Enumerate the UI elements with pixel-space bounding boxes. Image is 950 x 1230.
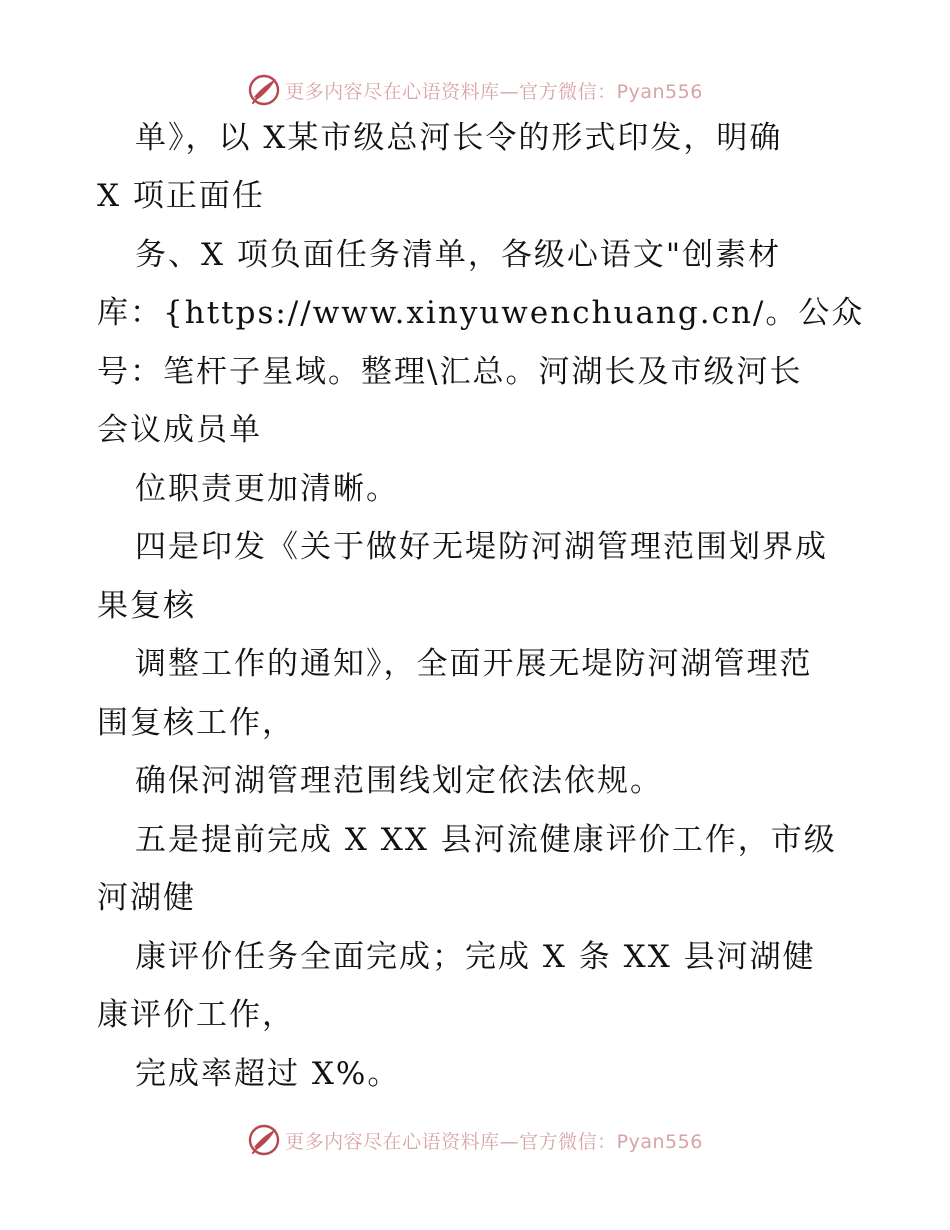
text-line: 会议成员单 — [97, 412, 262, 448]
footer-banner — [0, 1120, 950, 1160]
banner-text: 更多内容尽在心语资料库—官方微信：Pyan556 — [285, 1130, 703, 1153]
text-line: 完成率超过 X%。 — [135, 1056, 401, 1092]
text-line: 康评价工作， — [97, 997, 295, 1033]
text-line: 号：笔杆子星域。整理\汇总。河湖长及市级河长 — [97, 354, 803, 390]
text-line: 河湖健 — [97, 880, 196, 916]
banner-text: 更多内容尽在心语资料库—官方微信：Pyan556 — [285, 80, 703, 103]
text-line: 位职责更加清晰。 — [135, 471, 399, 507]
text-line: 四是印发《关于做好无堤防河湖管理范围划界成 — [135, 529, 828, 565]
text-line: 康评价任务全面完成；完成 X 条 XX 县河湖健 — [135, 939, 816, 975]
text-line: 果复核 — [97, 588, 196, 624]
quill-pen-logo-icon — [247, 73, 281, 107]
text-line: 务、X 项负面任务清单，各级心语文"创素材 — [135, 237, 782, 273]
text-line: 五是提前完成 X XX 县河流健康评价工作，市级 — [135, 822, 837, 858]
text-line: 调整工作的通知》，全面开展无堤防河湖管理范 — [135, 646, 813, 682]
text-line: 库：{https://www.xinyuwenchuang.cn/。公众 — [97, 295, 865, 331]
header-banner — [0, 70, 950, 110]
text-line: X 项正面任 — [97, 178, 265, 214]
text-line: 围复核工作， — [97, 705, 295, 741]
quill-pen-logo-icon — [247, 1123, 281, 1157]
text-line: 单》，以 X某市级总河长令的形式印发，明确 — [135, 120, 783, 156]
text-line: 确保河湖管理范围线划定依法依规。 — [135, 763, 663, 799]
